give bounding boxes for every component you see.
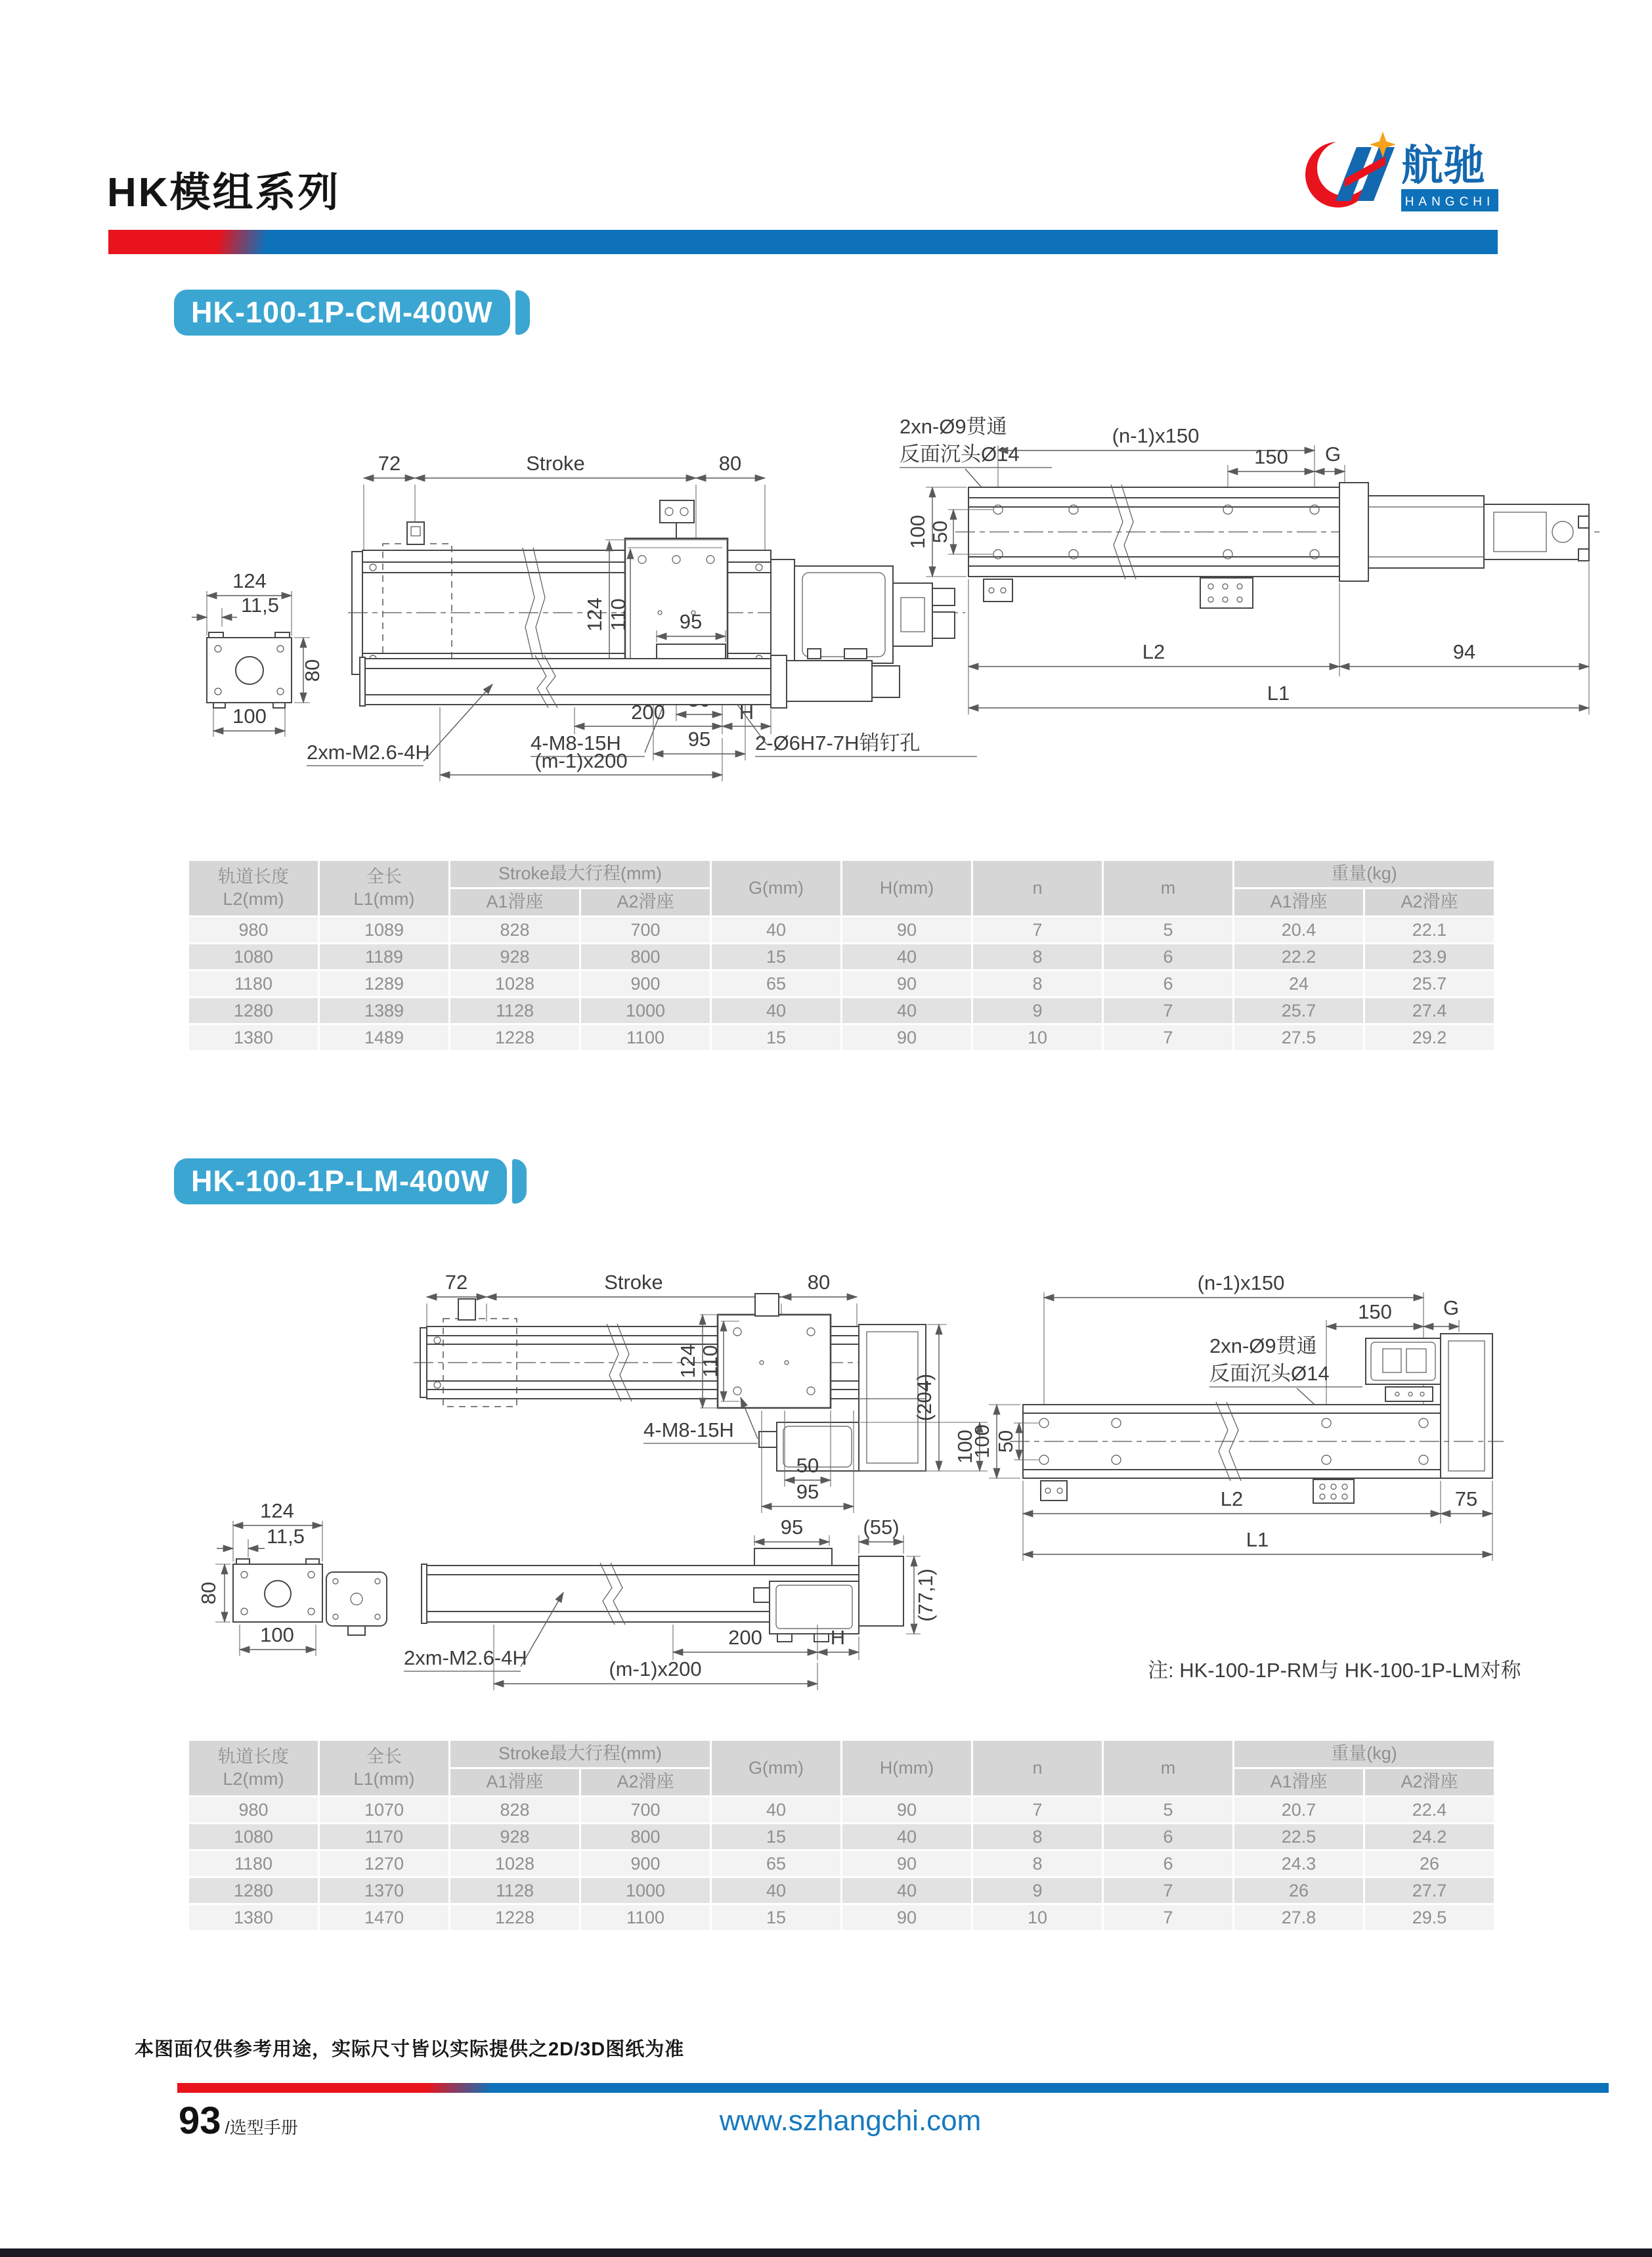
dim-150: 150 — [1358, 1300, 1392, 1323]
table-cell: 40 — [711, 997, 842, 1024]
table-row — [188, 1824, 1495, 1851]
dim-124: 124 — [583, 598, 606, 632]
table-cell: 1389 — [319, 997, 450, 1024]
table-cell: 980 — [188, 917, 319, 944]
dim-771: (77,1) — [914, 1568, 937, 1622]
table-cell: 15 — [711, 1904, 842, 1931]
table-cell: 1000 — [580, 1877, 711, 1904]
table-cell: 7 — [972, 1797, 1103, 1824]
cm-cross-section — [192, 569, 324, 737]
table-cell: 26 — [1364, 1851, 1495, 1877]
dim-g: G — [1324, 443, 1341, 466]
badge-bracket — [512, 1159, 527, 1204]
dim-cs-115: 11,5 — [266, 1525, 305, 1548]
table-cell: 6 — [1103, 971, 1234, 997]
table-cell: 90 — [842, 917, 972, 944]
table-cell: 1170 — [319, 1824, 450, 1851]
dim-b50: 50 — [928, 520, 951, 544]
subcol-wa1: A1滑座 — [1234, 888, 1364, 917]
table-cell: 1100 — [580, 1904, 711, 1931]
dim-m1x200: (m-1)x200 — [609, 1657, 702, 1680]
dim-stroke: Stroke — [604, 1271, 663, 1294]
table-cell: 29.5 — [1364, 1904, 1495, 1931]
label-4-m8-15h: 4-M8-15H — [643, 1418, 734, 1441]
table-row — [188, 1797, 1495, 1824]
label-2xn-holes-2: 反面沉头Ø14 — [1209, 1362, 1330, 1385]
dim-204: (204) — [913, 1373, 936, 1422]
col-header-weight: 重量(kg) — [1234, 1740, 1495, 1768]
table-cell: 1070 — [319, 1797, 450, 1824]
dim-150: 150 — [1254, 445, 1288, 468]
logo-cn-text: 航驰 — [1401, 142, 1485, 189]
table-cell: 1280 — [188, 1877, 319, 1904]
cm-bottom-view — [900, 415, 1602, 714]
table-cell: 900 — [580, 1851, 711, 1877]
dim-72: 72 — [378, 452, 401, 475]
col-header-weight: 重量(kg) — [1234, 860, 1495, 888]
dim-l2: L2 — [1142, 640, 1165, 663]
dim-110: 110 — [699, 1345, 722, 1378]
dim-b100: 100 — [906, 515, 929, 549]
label-2xn-holes-2: 反面沉头Ø14 — [900, 443, 1020, 466]
table-cell: 1000 — [580, 997, 711, 1024]
table-cell: 1370 — [319, 1877, 450, 1904]
subcol-a1: A1滑座 — [450, 1768, 580, 1797]
subcol-a2: A2滑座 — [580, 888, 711, 917]
table-cell: 5 — [1103, 1797, 1234, 1824]
table-cell: 1380 — [188, 1024, 319, 1051]
table-cell: 1100 — [580, 1024, 711, 1051]
table-cell: 1228 — [450, 1024, 580, 1051]
table-cell: 15 — [711, 944, 842, 971]
table-cell: 8 — [972, 971, 1103, 997]
dim-cs-80: 80 — [197, 1581, 220, 1605]
drawing-cm — [151, 387, 1641, 854]
table-row — [188, 1904, 1495, 1931]
table-cell: 20.7 — [1234, 1797, 1364, 1824]
table-cell: 90 — [842, 1904, 972, 1931]
table-cell: 1128 — [450, 997, 580, 1024]
model-name: HK-100-1P-LM-400W — [191, 1164, 490, 1198]
table-row — [188, 971, 1495, 997]
dim-94: 94 — [1452, 640, 1476, 663]
disclaimer-text: 本图面仅供参考用途，实际尺寸皆以实际提供之2D/3D图纸为准 — [135, 2039, 685, 2060]
label-2xm-m26: 2xm-M2.6-4H — [307, 741, 430, 764]
table-cell: 90 — [842, 1851, 972, 1877]
dim-50: 50 — [796, 1454, 819, 1477]
table-cell: 40 — [842, 997, 972, 1024]
table-cell: 7 — [972, 917, 1103, 944]
table-cell: 828 — [450, 917, 580, 944]
dim-72: 72 — [445, 1271, 468, 1294]
table-cell: 23.9 — [1364, 944, 1495, 971]
table-cell: 24.3 — [1234, 1851, 1364, 1877]
table-cell: 27.5 — [1234, 1024, 1364, 1051]
dim-b100: 100 — [970, 1424, 993, 1458]
header-accent-bar — [108, 230, 1498, 254]
table-cell: 22.4 — [1364, 1797, 1495, 1824]
dim-cs-124: 124 — [260, 1499, 294, 1522]
label-2xm-m26: 2xm-M2.6-4H — [404, 1646, 527, 1669]
col-header-rail: 轨道长度 L2(mm) — [188, 860, 319, 917]
table-cell: 828 — [450, 1797, 580, 1824]
table-cell: 22.5 — [1234, 1824, 1364, 1851]
dim-75: 75 — [1454, 1487, 1478, 1510]
table-cell: 25.7 — [1364, 971, 1495, 997]
table-cell: 9 — [972, 1877, 1103, 1904]
table-cell: 20.4 — [1234, 917, 1364, 944]
spec-table-lm — [187, 1739, 1496, 1932]
dim-l2: L2 — [1220, 1487, 1244, 1510]
label-2xn-holes-1: 2xn-Ø9贯通 — [900, 415, 1007, 438]
dim-cs-100: 100 — [260, 1623, 294, 1646]
col-header-g: G(mm) — [711, 860, 842, 917]
table-cell: 1228 — [450, 1904, 580, 1931]
col-header-m: m — [1103, 860, 1234, 917]
table-cell: 27.4 — [1364, 997, 1495, 1024]
dim-sv-95: 95 — [780, 1516, 804, 1539]
table-cell: 8 — [972, 1851, 1103, 1877]
table-cell: 65 — [711, 971, 842, 997]
table-cell: 6 — [1103, 944, 1234, 971]
table-cell: 700 — [580, 1797, 711, 1824]
logo-en-text: HANGCHI — [1404, 195, 1495, 209]
model-badge-lm — [174, 1158, 507, 1204]
table-cell: 7 — [1103, 1024, 1234, 1051]
table-cell: 8 — [972, 1824, 1103, 1851]
dim-cs-124: 124 — [232, 569, 267, 592]
table-cell: 90 — [842, 1797, 972, 1824]
table-cell: 928 — [450, 944, 580, 971]
dim-sv-95: 95 — [679, 610, 703, 633]
table-row — [188, 1024, 1495, 1051]
table-cell: 5 — [1103, 917, 1234, 944]
table-cell: 1489 — [319, 1024, 450, 1051]
company-logo — [1299, 127, 1504, 221]
lm-plan-view — [414, 1271, 988, 1513]
lm-side-view — [404, 1516, 937, 1690]
dim-cs-115: 11,5 — [240, 594, 280, 617]
table-cell: 24 — [1234, 971, 1364, 997]
table-cell: 40 — [842, 944, 972, 971]
dim-b50: 50 — [994, 1430, 1017, 1453]
table-cell: 40 — [711, 1877, 842, 1904]
dim-m100: 100 — [953, 1430, 976, 1464]
table-cell: 1080 — [188, 944, 319, 971]
table-cell: 1128 — [450, 1877, 580, 1904]
table-cell: 65 — [711, 1851, 842, 1877]
table-cell: 7 — [1103, 997, 1234, 1024]
label-4-m8-15h: 4-M8-15H — [531, 732, 621, 755]
table-cell: 1289 — [319, 971, 450, 997]
col-header-h: H(mm) — [842, 860, 972, 917]
model-badge-cm — [174, 290, 510, 336]
subcol-wa2: A2滑座 — [1364, 1768, 1495, 1797]
table-cell: 40 — [842, 1877, 972, 1904]
dim-sv-h: H — [739, 701, 754, 724]
table-cell: 800 — [580, 1824, 711, 1851]
table-cell: 29.2 — [1364, 1024, 1495, 1051]
label-2xn-holes-1: 2xn-Ø9贯通 — [1209, 1334, 1317, 1357]
table-cell: 22.2 — [1234, 944, 1364, 971]
table-cell: 10 — [972, 1024, 1103, 1051]
dim-l1: L1 — [1246, 1528, 1269, 1551]
bottom-bar — [0, 2248, 1652, 2257]
page-number — [179, 2099, 298, 2143]
logo-mark — [1305, 131, 1396, 208]
col-header-stroke: Stroke最大行程(mm) — [450, 860, 711, 888]
table-cell: 7 — [1103, 1904, 1234, 1931]
table-cell: 1180 — [188, 1851, 319, 1877]
dim-95: 95 — [687, 728, 711, 751]
table-cell: 900 — [580, 971, 711, 997]
table-cell: 15 — [711, 1824, 842, 1851]
dim-95: 95 — [796, 1480, 819, 1503]
symmetry-note: 注: HK-100-1P-RM与 HK-100-1P-LM对称 — [1148, 1659, 1521, 1682]
table-cell: 1470 — [319, 1904, 450, 1931]
table-cell: 1089 — [319, 917, 450, 944]
dim-110: 110 — [607, 598, 630, 631]
table-cell: 928 — [450, 1824, 580, 1851]
dim-sv-h: H — [830, 1626, 846, 1649]
table-cell: 800 — [580, 944, 711, 971]
footer-accent-bar — [177, 2083, 1609, 2093]
spec-table-cm — [187, 859, 1496, 1052]
table-cell: 90 — [842, 971, 972, 997]
table-cell: 6 — [1103, 1824, 1234, 1851]
table-cell: 8 — [972, 944, 1103, 971]
dim-m1x200: (m-1)x200 — [534, 749, 628, 772]
dim-sv-200: 200 — [631, 701, 665, 724]
table-cell: 980 — [188, 1797, 319, 1824]
dim-g: G — [1443, 1296, 1460, 1319]
page-title: HK模组系列 — [107, 170, 341, 215]
table-row — [188, 1877, 1495, 1904]
dim-sv-200: 200 — [728, 1626, 762, 1649]
table-cell: 1380 — [188, 1904, 319, 1931]
table-cell: 26 — [1234, 1877, 1364, 1904]
table-cell: 90 — [842, 1024, 972, 1051]
table-cell: 24.2 — [1364, 1824, 1495, 1851]
badge-bracket — [515, 290, 530, 335]
subcol-a1: A1滑座 — [450, 888, 580, 917]
col-header-stroke: Stroke最大行程(mm) — [450, 1740, 711, 1768]
table-cell: 40 — [711, 917, 842, 944]
table-cell: 1280 — [188, 997, 319, 1024]
lm-cross-section — [197, 1499, 387, 1656]
dim-55: (55) — [863, 1516, 900, 1539]
dim-n1x150: (n-1)x150 — [1112, 424, 1200, 447]
table-cell: 25.7 — [1234, 997, 1364, 1024]
table-row — [188, 1851, 1495, 1877]
table-cell: 40 — [842, 1824, 972, 1851]
dim-124: 124 — [676, 1344, 699, 1378]
col-header-h: H(mm) — [842, 1740, 972, 1797]
subcol-wa1: A1滑座 — [1234, 1768, 1364, 1797]
col-header-g: G(mm) — [711, 1740, 842, 1797]
dim-n1x150: (n-1)x150 — [1197, 1271, 1285, 1294]
table-cell: 27.7 — [1364, 1877, 1495, 1904]
table-cell: 27.8 — [1234, 1904, 1364, 1931]
col-header-length: 全长 L1(mm) — [319, 860, 450, 917]
table-row — [188, 917, 1495, 944]
website-url: www.szhangchi.com — [719, 2105, 982, 2137]
col-header-rail: 轨道长度 L2(mm) — [188, 1740, 319, 1797]
table-cell: 15 — [711, 1024, 842, 1051]
table-cell: 7 — [1103, 1877, 1234, 1904]
table-cell: 1189 — [319, 944, 450, 971]
label-pin-holes: 2-Ø6H7-7H销钉孔 — [755, 732, 921, 755]
table-cell: 1028 — [450, 1851, 580, 1877]
dim-80: 80 — [807, 1271, 831, 1294]
subcol-a2: A2滑座 — [580, 1768, 711, 1797]
dim-stroke: Stroke — [526, 452, 585, 475]
table-row — [188, 944, 1495, 971]
page-number-value: 93 — [179, 2099, 221, 2142]
col-header-n: n — [972, 1740, 1103, 1797]
table-cell: 6 — [1103, 1851, 1234, 1877]
table-cell: 1180 — [188, 971, 319, 997]
model-name: HK-100-1P-CM-400W — [191, 296, 493, 329]
col-header-m: m — [1103, 1740, 1234, 1797]
table-cell: 40 — [711, 1797, 842, 1824]
table-cell: 1270 — [319, 1851, 450, 1877]
dim-cs-100: 100 — [232, 705, 267, 728]
table-cell: 700 — [580, 917, 711, 944]
dim-80: 80 — [718, 452, 742, 475]
table-cell: 10 — [972, 1904, 1103, 1931]
table-cell: 22.1 — [1364, 917, 1495, 944]
table-cell: 9 — [972, 997, 1103, 1024]
col-header-length: 全长 L1(mm) — [319, 1740, 450, 1797]
page-number-label: /选型手册 — [225, 2118, 298, 2137]
lm-bottom-view — [970, 1271, 1504, 1561]
table-cell: 1080 — [188, 1824, 319, 1851]
drawing-lm — [151, 1235, 1641, 1694]
table-cell: 1028 — [450, 971, 580, 997]
table-row — [188, 997, 1495, 1024]
col-header-n: n — [972, 860, 1103, 917]
dim-cs-80: 80 — [301, 659, 324, 682]
subcol-wa2: A2滑座 — [1364, 888, 1495, 917]
dim-l1: L1 — [1267, 682, 1290, 705]
